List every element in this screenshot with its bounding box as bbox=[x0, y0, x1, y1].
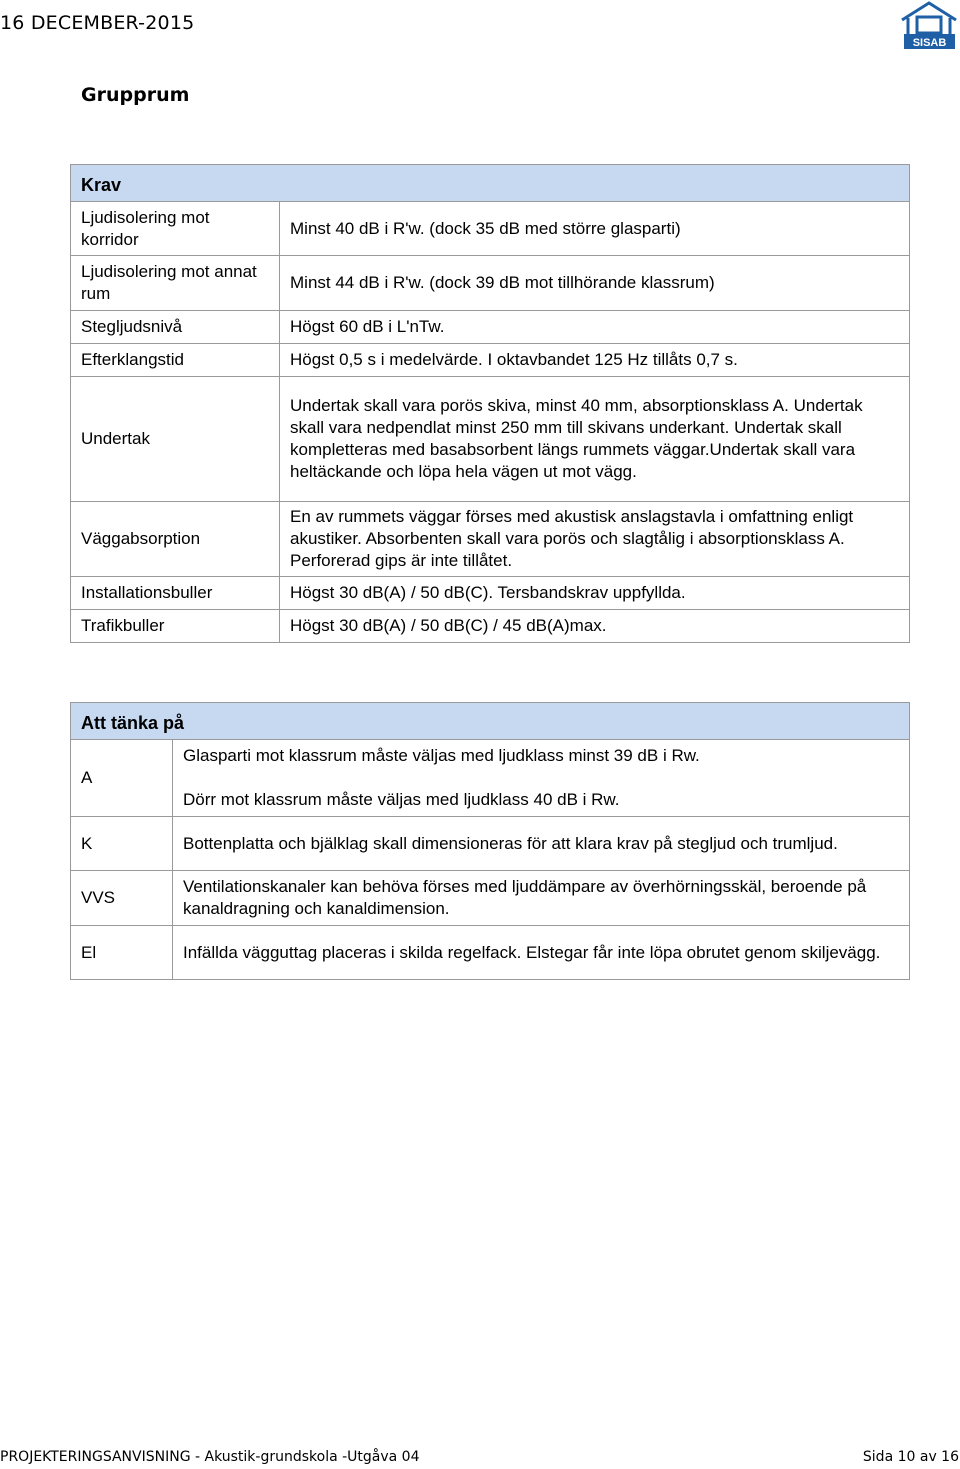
tanka-value-line: Dörr mot klassrum måste väljas med ljudklass 40 dB i Rw. bbox=[183, 790, 620, 809]
krav-heading: Krav bbox=[71, 165, 910, 202]
krav-value: Högst 30 dB(A) / 50 dB(C). Tersbandskrav uppfyllda. bbox=[280, 577, 910, 610]
footer-document-title: PROJEKTERINGSANVISNING - Akustik-grundskola -Utgåva 04 bbox=[0, 1449, 420, 1465]
tanka-value: Ventilationskanaler kan behöva förses med ljuddämpare av överhörningsskäl, beroende på kanaldragning och kanaldimension. bbox=[173, 871, 910, 926]
tanka-heading: Att tänka på bbox=[71, 703, 910, 740]
page-title: Grupprum bbox=[81, 84, 190, 106]
tanka-value-line: Glasparti mot klassrum måste väljas med ljudklass minst 39 dB i Rw. bbox=[183, 746, 700, 765]
krav-value: Högst 0,5 s i medelvärde. I oktavbandet 125 Hz tillåts 0,7 s. bbox=[280, 344, 910, 377]
krav-label: Efterklangstid bbox=[71, 344, 280, 377]
tanka-table bbox=[70, 702, 910, 980]
footer-page-number: Sida 10 av 16 bbox=[862, 1449, 959, 1465]
krav-label: Stegljudsnivå bbox=[71, 311, 280, 344]
header-date: 16 DECEMBER-2015 bbox=[0, 12, 195, 34]
tanka-label: K bbox=[71, 817, 173, 871]
tanka-label: VVS bbox=[71, 871, 173, 926]
tanka-label: El bbox=[71, 926, 173, 980]
krav-value: Undertak skall vara porös skiva, minst 40 mm, absorptionsklass A. Undertak skall vara nedpendlat minst 250 mm till skivans underkant. Undertak skall kompletteras med basabsorbent längs rummets väggar.Undertak skall vara heltäckande och löpa hela vägen ut mot vägg. bbox=[280, 377, 910, 502]
krav-value: Minst 44 dB i R'w. (dock 39 dB mot tillhörande klassrum) bbox=[280, 256, 910, 311]
krav-label: Väggabsorption bbox=[71, 502, 280, 577]
logo-text: SISAB bbox=[912, 37, 947, 49]
krav-label: Trafikbuller bbox=[71, 610, 280, 643]
krav-label: Ljudisolering mot annat rum bbox=[71, 256, 280, 311]
tanka-label: A bbox=[71, 740, 173, 817]
krav-value: Högst 60 dB i L'nTw. bbox=[280, 311, 910, 344]
tanka-value: Infällda vägguttag placeras i skilda regelfack. Elstegar får inte löpa obrutet genom skiljevägg. bbox=[173, 926, 910, 980]
krav-value: Högst 30 dB(A) / 50 dB(C) / 45 dB(A)max. bbox=[280, 610, 910, 643]
tanka-value bbox=[173, 740, 910, 817]
krav-table bbox=[70, 164, 910, 643]
krav-value: En av rummets väggar förses med akustisk anslagstavla i omfattning enligt akustiker. Absorbenten skall vara porös och slagtålig i absorptionsklass A. Perforerad gips är inte tillåtet. bbox=[280, 502, 910, 577]
krav-label: Installationsbuller bbox=[71, 577, 280, 610]
krav-label: Ljudisolering mot korridor bbox=[71, 202, 280, 256]
tanka-value: Bottenplatta och bjälklag skall dimensioneras för att klara krav på stegljud och trumljud. bbox=[173, 817, 910, 871]
krav-value: Minst 40 dB i R'w. (dock 35 dB med större glasparti) bbox=[280, 202, 910, 256]
sisab-logo bbox=[899, 0, 960, 50]
krav-label: Undertak bbox=[71, 377, 280, 502]
